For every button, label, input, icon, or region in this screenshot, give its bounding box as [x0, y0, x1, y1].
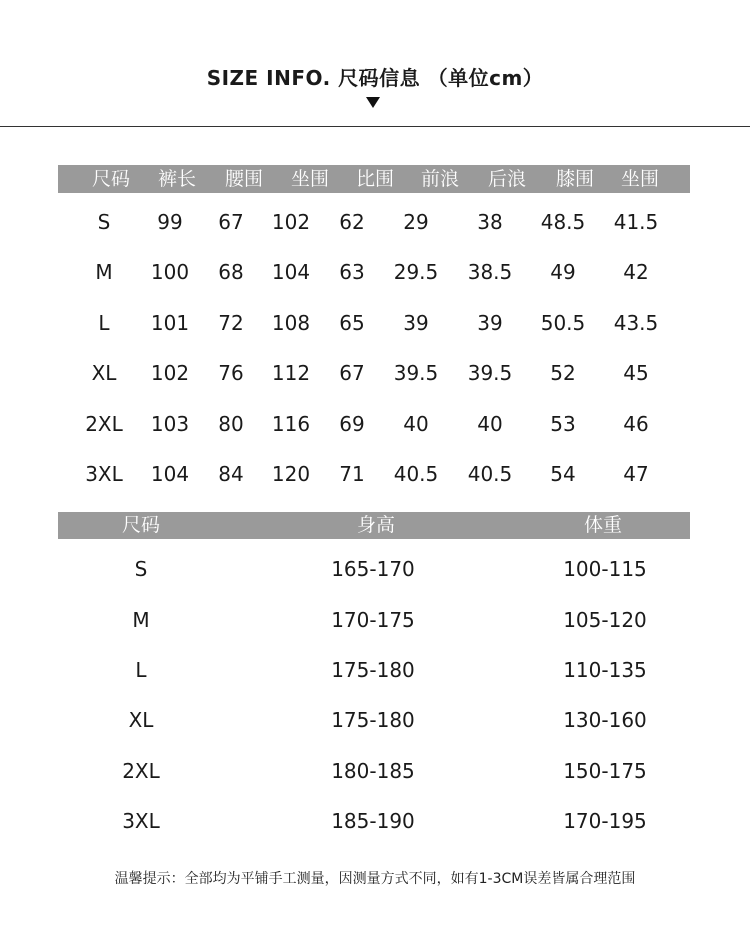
- fit-table-cell: 2XL: [122, 759, 160, 783]
- measurement-table-cell: 39: [403, 311, 429, 335]
- measurement-table-cell: 116: [271, 412, 311, 436]
- fit-table-cell: 3XL: [122, 809, 160, 833]
- measurement-table-cell: 47: [623, 462, 649, 486]
- fit-table-cell: 130-160: [563, 708, 647, 732]
- measurement-table-header-cell: 尺码: [91, 168, 131, 190]
- measurement-table-cell: 39.5: [467, 361, 513, 385]
- measurement-table-cell: 120: [271, 462, 311, 486]
- measurement-table-cell: 38.5: [467, 260, 513, 284]
- measurement-table-cell: 29.5: [393, 260, 439, 284]
- measurement-table-cell: 39.5: [393, 361, 439, 385]
- fit-table-cell: S: [134, 557, 148, 581]
- fit-table-cell: 185-190: [331, 809, 415, 833]
- measurement-table-cell: 63: [339, 260, 365, 284]
- measurement-table-cell: XL: [91, 361, 117, 385]
- measurement-table-cell: 67: [339, 361, 365, 385]
- measurement-table-cell: 46: [623, 412, 649, 436]
- down-arrow-icon: [366, 97, 380, 108]
- measurement-table-cell: 101: [150, 311, 190, 335]
- measurement-table-header-cell: 后浪: [487, 168, 527, 190]
- fit-table-header: [58, 512, 690, 539]
- fit-table-header-cell: 体重: [583, 514, 623, 536]
- measurement-table-cell: 102: [271, 210, 311, 234]
- measurement-table-cell: 112: [271, 361, 311, 385]
- measurement-table-cell: 40.5: [393, 462, 439, 486]
- measurement-table-cell: 72: [218, 311, 244, 335]
- measurement-table-cell: 38: [477, 210, 503, 234]
- measurement-table-cell: 39: [477, 311, 503, 335]
- fit-table-cell: 175-180: [331, 708, 415, 732]
- measurement-table-header-cell: 膝围: [555, 168, 595, 190]
- measurement-table-cell: 41.5: [613, 210, 659, 234]
- measurement-table-cell: 100: [150, 260, 190, 284]
- measurement-table-header-cell: 腰围: [224, 168, 264, 190]
- page-title: SIZE INFO. 尺码信息 （单位cm）: [206, 66, 544, 90]
- measurement-table-cell: 84: [218, 462, 244, 486]
- fit-table-cell: 110-135: [563, 658, 647, 682]
- measurement-table-cell: 43.5: [613, 311, 659, 335]
- fit-table-cell: 170-195: [563, 809, 647, 833]
- measurement-table-cell: M: [95, 260, 113, 284]
- measurement-table-cell: 104: [150, 462, 190, 486]
- measurement-table-cell: 49: [550, 260, 576, 284]
- measurement-table-cell: 53: [550, 412, 576, 436]
- measurement-table-cell: 45: [623, 361, 649, 385]
- fit-table-header-cell: 身高: [356, 514, 396, 536]
- fit-table-cell: 100-115: [563, 557, 647, 581]
- measurement-table-cell: 40: [477, 412, 503, 436]
- divider: [0, 126, 750, 127]
- measurement-table-cell: 102: [150, 361, 190, 385]
- measurement-table-header-cell: 坐围: [620, 168, 660, 190]
- measurement-table-cell: 48.5: [540, 210, 586, 234]
- measurement-table-cell: 62: [339, 210, 365, 234]
- measurement-table-header-cell: 坐围: [290, 168, 330, 190]
- measurement-table-cell: 52: [550, 361, 576, 385]
- fit-table-cell: XL: [128, 708, 154, 732]
- fit-table-cell: 175-180: [331, 658, 415, 682]
- measurement-table-cell: 80: [218, 412, 244, 436]
- measurement-note: 温馨提示：全部均为平铺手工测量，因测量方式不同，如有1-3CM误差皆属合理范围: [114, 871, 636, 887]
- fit-table-cell: L: [135, 658, 147, 682]
- measurement-table-cell: 3XL: [85, 462, 123, 486]
- measurement-table-cell: 2XL: [85, 412, 123, 436]
- fit-table-cell: M: [132, 608, 150, 632]
- measurement-table-cell: 99: [157, 210, 183, 234]
- fit-table-cell: 105-120: [563, 608, 647, 632]
- measurement-table-cell: 68: [218, 260, 244, 284]
- measurement-table-cell: S: [97, 210, 111, 234]
- measurement-table-header-cell: 前浪: [420, 168, 460, 190]
- measurement-table-cell: 76: [218, 361, 244, 385]
- fit-table-cell: 165-170: [331, 557, 415, 581]
- measurement-table-cell: 103: [150, 412, 190, 436]
- measurement-table-cell: 71: [339, 462, 365, 486]
- measurement-table-cell: 42: [623, 260, 649, 284]
- measurement-table-cell: 40.5: [467, 462, 513, 486]
- measurement-table-cell: 67: [218, 210, 244, 234]
- fit-table-cell: 180-185: [331, 759, 415, 783]
- fit-table-cell: 150-175: [563, 759, 647, 783]
- measurement-table-cell: 69: [339, 412, 365, 436]
- fit-table-cell: 170-175: [331, 608, 415, 632]
- measurement-table-cell: 29: [403, 210, 429, 234]
- measurement-table-cell: 50.5: [540, 311, 586, 335]
- measurement-table-header: [58, 165, 690, 193]
- measurement-table-cell: 54: [550, 462, 576, 486]
- measurement-table-cell: 40: [403, 412, 429, 436]
- measurement-table-header-cell: 裤长: [157, 168, 197, 190]
- fit-table-header-cell: 尺码: [121, 514, 161, 536]
- measurement-table-header-cell: 比围: [355, 168, 395, 190]
- measurement-table-cell: 108: [271, 311, 311, 335]
- measurement-table-cell: L: [98, 311, 110, 335]
- measurement-table-cell: 65: [339, 311, 365, 335]
- measurement-table-cell: 104: [271, 260, 311, 284]
